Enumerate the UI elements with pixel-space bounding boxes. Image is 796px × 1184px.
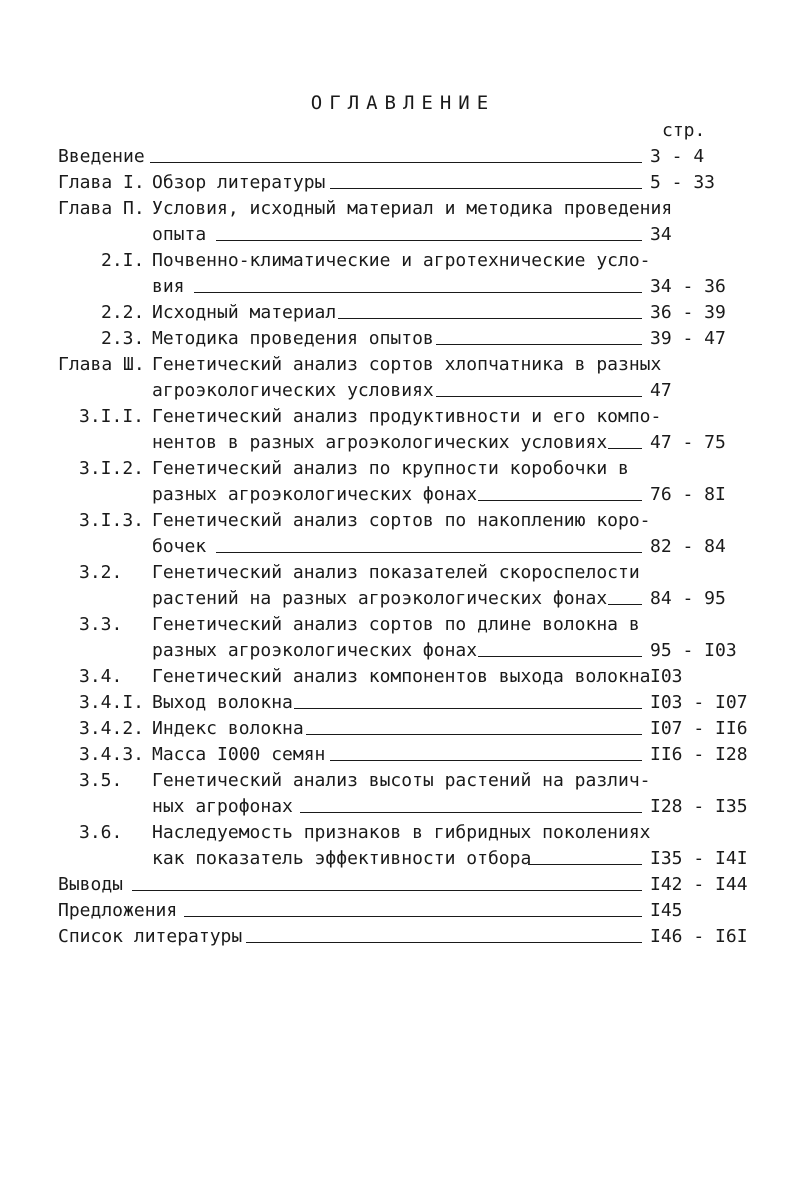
entry-title: Масса I000 семян [152,744,326,765]
entry-title: Исходный материал [152,302,337,323]
entry-title: Генетический анализ сортов по длине волокна в [152,614,640,635]
page-range: 47 [650,380,672,401]
dot-leader [608,448,642,449]
section-number: 3.2. [79,562,123,583]
page-range: 82 - 84 [650,536,726,557]
toc-entry-chapter-1 [0,170,796,196]
section-number: 3.3. [79,614,123,635]
section-number: 3.I.3. [79,510,145,531]
page-range: I03 - I07 [650,692,748,713]
toc-entry-references [0,924,796,950]
chapter-label: Глава I. [58,172,145,193]
dot-leader [608,604,642,605]
entry-title-cont: растений на разных агроэкологических фонах [152,588,608,609]
toc-entry-conclusions [0,872,796,898]
entry-title-cont: ных агрофонах [152,796,293,817]
page-range: I42 - I44 [650,874,748,895]
page-range: 36 - 39 [650,302,726,323]
entry-title: Генетический анализ показателей скороспелости [152,562,640,583]
section-number: 2.I. [101,250,145,271]
page-range: 39 - 47 [650,328,726,349]
entry-title: Выход волокна [152,692,293,713]
entry-title-cont: опыта [152,224,207,245]
entry-title: Генетический анализ компонентов выхода волокна [152,666,651,687]
entry-title: Список литературы [58,926,243,947]
dot-leader [330,188,642,189]
toc-entry-3-5-cont [0,794,796,820]
entry-title: Методика проведения опытов [152,328,434,349]
toc-entry-3-3 [0,612,796,638]
toc-entry-3-4-1 [0,690,796,716]
chapter-label: Глава Ш. [58,354,145,375]
toc-entry-2-3 [0,326,796,352]
entry-title: Генетический анализ сортов хлопчатника в разных [152,354,662,375]
entry-title: Генетический анализ сортов по накоплению коро- [152,510,651,531]
page-range: 3 - 4 [650,146,705,167]
page-range: 47 - 75 [650,432,726,453]
dot-leader [306,734,642,735]
section-number: 3.5. [79,770,123,791]
dot-leader [216,552,642,553]
section-number: 3.4.I. [79,692,145,713]
entry-title-cont: нентов в разных агроэкологических условиях [152,432,608,453]
entry-title-cont: как показатель эффективности отбора [152,848,532,869]
dot-leader [436,396,642,397]
dot-leader [194,292,642,293]
page-range: 34 [650,224,672,245]
section-number: 3.4. [79,666,123,687]
toc-entry-3-1-3 [0,508,796,534]
entry-title: Введение [58,146,145,167]
dot-leader [150,162,642,163]
page-range: 76 - 8I [650,484,726,505]
dot-leader [184,916,642,917]
section-number: 3.I.I. [79,406,145,427]
toc-entry-3-4 [0,664,796,690]
entry-title-cont: бочек [152,536,207,557]
toc-entry-intro [0,144,796,170]
entry-title: Индекс волокна [152,718,304,739]
entry-title: Наследуемость признаков в гибридных поколениях [152,822,651,843]
toc-entry-3-4-3 [0,742,796,768]
page-range: I35 - I4I [650,848,748,869]
section-number: 3.4.3. [79,744,145,765]
toc-entry-3-6 [0,820,796,846]
toc-entry-chapter-3-cont [0,378,796,404]
entry-title-cont: вия [152,276,185,297]
page-range: 34 - 36 [650,276,726,297]
toc-entry-3-1-2-cont [0,482,796,508]
entry-title-cont: агроэкологических условиях [152,380,434,401]
page-range: I28 - I35 [650,796,748,817]
dot-leader [436,344,642,345]
page-range: I07 - II6 [650,718,748,739]
toc-entry-3-5 [0,768,796,794]
section-number: 3.I.2. [79,458,145,479]
entry-title-cont: разных агроэкологических фонах [152,640,478,661]
dot-leader [300,812,642,813]
toc-entry-3-6-cont [0,846,796,872]
dot-leader [478,656,642,657]
toc-entry-3-1-3-cont [0,534,796,560]
page-range: 95 - I03 [650,640,737,661]
toc-entry-3-1-1 [0,404,796,430]
dot-leader [478,500,642,501]
dot-leader [528,864,642,865]
toc-entry-2-1-cont [0,274,796,300]
entry-title: Генетический анализ по крупности коробочки в [152,458,629,479]
section-number: 3.4.2. [79,718,145,739]
page-range: 84 - 95 [650,588,726,609]
toc-entry-chapter-2-cont [0,222,796,248]
page-range: II6 - I28 [650,744,748,765]
dot-leader [132,890,642,891]
page-column-label: стр. [662,120,706,141]
entry-title: Условия, исходный материал и методика проведения [152,198,673,219]
dot-leader [216,240,642,241]
toc-entry-3-1-1-cont [0,430,796,456]
toc-entry-2-1 [0,248,796,274]
section-number: 2.3. [101,328,145,349]
page-title: ОГЛАВЛЕНИЕ [310,92,496,114]
page-range: I03 [650,666,683,687]
dot-leader [338,318,642,319]
entry-title: Почвенно-климатические и агротехнические усло- [152,250,651,271]
toc-entry-3-1-2 [0,456,796,482]
entry-title: Предложения [58,900,178,921]
entry-title: Выводы [58,874,124,895]
toc-entry-3-3-cont [0,638,796,664]
section-number: 3.6. [79,822,123,843]
toc-entry-proposals [0,898,796,924]
page-range: I45 [650,900,683,921]
dot-leader [330,760,642,761]
dot-leader [246,942,642,943]
dot-leader [294,708,642,709]
toc-entry-chapter-2 [0,196,796,222]
toc-entry-3-4-2 [0,716,796,742]
section-number: 2.2. [101,302,145,323]
entry-title: Обзор литературы [152,172,326,193]
entry-title: Генетический анализ высоты растений на различ- [152,770,651,791]
toc-entry-chapter-3 [0,352,796,378]
page-range: I46 - I6I [650,926,748,947]
page-range: 5 - 33 [650,172,716,193]
entry-title-cont: разных агроэкологических фонах [152,484,478,505]
entry-title: Генетический анализ продуктивности и его компо- [152,406,662,427]
toc-entry-3-2 [0,560,796,586]
chapter-label: Глава П. [58,198,145,219]
toc-entry-3-2-cont [0,586,796,612]
toc-entry-2-2 [0,300,796,326]
